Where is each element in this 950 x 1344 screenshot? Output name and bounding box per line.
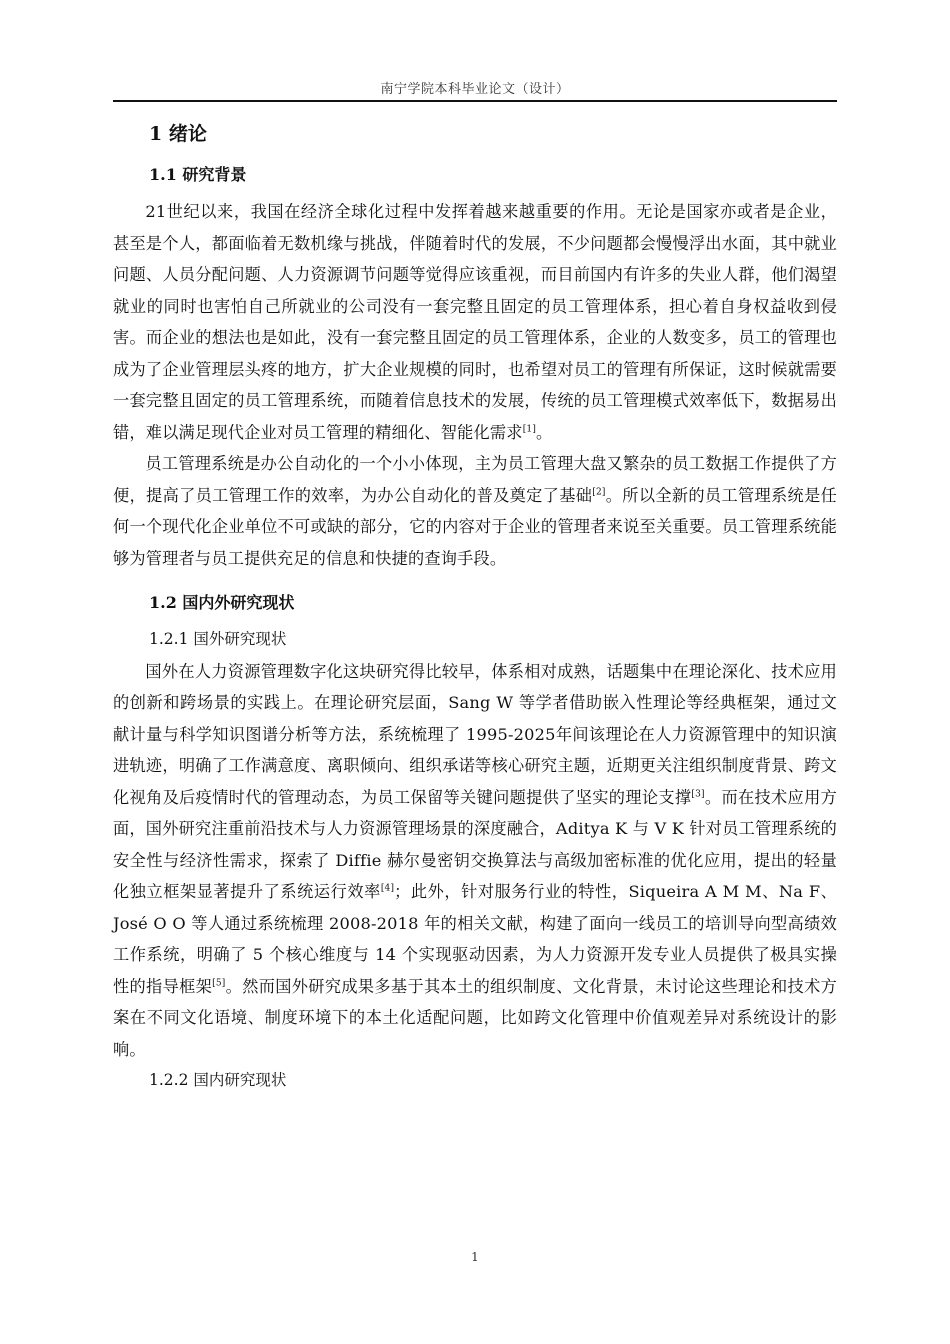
- section-heading-1-2: 1.2 国内外研究现状: [149, 593, 295, 612]
- spacer: [113, 574, 837, 580]
- paragraph-text: 员工管理系统是办公自动化的一个小小体现，主为员工管理大盘又繁杂的员工数据工作提供了方便，提高了员工管理工作的效率，为办公自动化的普及奠定了基础: [113, 454, 837, 505]
- section-heading-1-1: 1.1 研究背景: [149, 165, 247, 184]
- paragraph-text: 21世纪以来，我国在经济全球化过程中发挥着越来越重要的作用。无论是国家亦或者是企业，甚至是个人，都面临着无数机缘与挑战，伴随着时代的发展，不少问题都会慢慢浮出水面，其中就业问题、人员分配问题、人力资源调节问题等觉得应该重视，而目前国内有许多的失业人群，他们渴望就业的同时也害怕自己所就业的公司没有一套完整且固定的员工管理体系，担心着自身权益收到侵害。而企业的想法也是如此，没有一套完整且固定的员工管理体系，企业的人数变多，员工的管理也成为了企业管理层头疼的地方，扩大企业规模的同时，也希望对员工的管理有所保证，这时候就需要一套完整且固定的员工管理系统，而随着信息技术的发展，传统的员工管理模式效率低下，数据易出错，难以满足现代企业对员工管理的精细化、智能化需求: [113, 202, 837, 442]
- paragraph-background-1: [113, 196, 837, 448]
- paragraph-background-2: [113, 448, 837, 574]
- header-rule: [113, 100, 837, 102]
- paragraph-text: 。而在技术应用方面，国外研究注重前沿技术与人力资源管理场景的深度融合，Aditya K 与 V K 针对员工管理系统的安全性与经济性需求，探索了 Diffie 赫尔曼密钥交换算法与高级加密标准的优化应用，提出的轻量化独立框架显著提升了系统运行效率: [113, 787, 837, 901]
- citation-ref: [2]: [592, 487, 606, 498]
- subsection-heading-1-2-2: 1.2.2 国内研究现状: [149, 1071, 287, 1089]
- running-header: 南宁学院本科毕业论文（设计）: [380, 82, 570, 97]
- paragraph-text: 国外在人力资源管理数字化这块研究得比较早，体系相对成熟，话题集中在理论深化、技术应用的创新和跨场景的实践上。在理论研究层面，Sang W 等学者借助嵌入性理论等经典框架，通过文献计量与科学知识图谱分析等方法，系统梳理了 1995-2025年间该理论在人力资源管理中的知识演进轨迹，明确了工作满意度、离职倾向、组织承诺等核心研究主题，近期更关注组织制度背景、跨文化视角及后疫情时代的管理动态，为员工保留等关键问题提供了坚实的理论支撑: [113, 661, 837, 807]
- subsection-heading-1-2-1: 1.2.1 国外研究现状: [149, 630, 287, 648]
- citation-ref: [5]: [212, 978, 226, 989]
- chapter-title: 1 绪论: [149, 123, 207, 145]
- paragraph-text: 。: [536, 422, 553, 442]
- paragraph-text: ；此外，针对服务行业的特性，Siqueira A M M、Na F、José O O 等人通过系统梳理 2008-2018 年的相关文献，构建了面向一线员工的培训导向型高绩效工作系统，明确了 5 个核心维度与 14 个实现驱动因素，为人力资源开发专业人员提供了极具实操性的指导框架: [113, 882, 837, 996]
- page-body: [113, 112, 837, 1097]
- citation-ref: [3]: [691, 789, 705, 800]
- paragraph-text: 。然而国外研究成果多基于其本土的组织制度、文化背景，未讨论这些理论和技术方案在不同文化语境、制度环境下的本土化适配问题，比如跨文化管理中价值观差异对系统设计的影响。: [113, 976, 838, 1059]
- paragraph-foreign-research: [113, 656, 837, 1066]
- paragraph-text: 。所以全新的员工管理系统是任何一个现代化企业单位不可或缺的部分，它的内容对于企业的管理者来说至关重要。员工管理系统能够为管理者与员工提供充足的信息和快捷的查询手段。: [113, 485, 837, 568]
- citation-ref: [4]: [380, 883, 395, 894]
- citation-ref: [1]: [522, 424, 537, 435]
- page-number: 1: [471, 1250, 479, 1264]
